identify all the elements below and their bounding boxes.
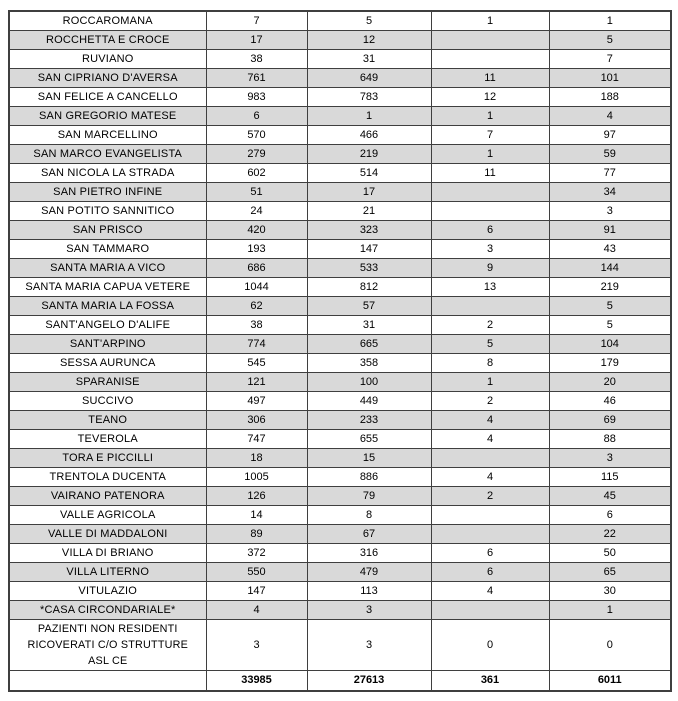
value-cell: 2 xyxy=(431,487,549,506)
table-row xyxy=(9,107,671,126)
value-cell: 69 xyxy=(549,411,671,430)
totals-value-cell: 27613 xyxy=(307,671,431,692)
table-row xyxy=(9,50,671,69)
value-cell: 6 xyxy=(431,221,549,240)
value-cell: 18 xyxy=(206,449,307,468)
municipality-name-cell: ROCCAROMANA xyxy=(9,11,206,31)
value-cell: 65 xyxy=(549,563,671,582)
table-row xyxy=(9,297,671,316)
value-cell xyxy=(431,50,549,69)
value-cell: 77 xyxy=(549,164,671,183)
value-cell: 306 xyxy=(206,411,307,430)
value-cell: 886 xyxy=(307,468,431,487)
value-cell: 812 xyxy=(307,278,431,297)
value-cell: 1005 xyxy=(206,468,307,487)
table-row xyxy=(9,183,671,202)
municipality-name-cell: SANTA MARIA A VICO xyxy=(9,259,206,278)
value-cell xyxy=(431,202,549,221)
municipality-name-cell: TRENTOLA DUCENTA xyxy=(9,468,206,487)
value-cell: 193 xyxy=(206,240,307,259)
table-row xyxy=(9,145,671,164)
value-cell: 514 xyxy=(307,164,431,183)
value-cell: 602 xyxy=(206,164,307,183)
value-cell: 4 xyxy=(206,601,307,620)
municipality-name-cell: SAN PRISCO xyxy=(9,221,206,240)
value-cell: 545 xyxy=(206,354,307,373)
value-cell: 3 xyxy=(307,601,431,620)
municipality-name-cell: SESSA AURUNCA xyxy=(9,354,206,373)
value-cell: 38 xyxy=(206,50,307,69)
table-row xyxy=(9,31,671,50)
table-row xyxy=(9,126,671,145)
value-cell: 2 xyxy=(431,392,549,411)
table-row xyxy=(9,354,671,373)
value-cell: 7 xyxy=(431,126,549,145)
value-cell xyxy=(431,601,549,620)
value-cell: 97 xyxy=(549,126,671,145)
value-cell: 4 xyxy=(549,107,671,126)
value-cell: 219 xyxy=(307,145,431,164)
value-cell: 144 xyxy=(549,259,671,278)
municipality-name-cell: *CASA CIRCONDARIALE* xyxy=(9,601,206,620)
value-cell: 1 xyxy=(431,11,549,31)
municipality-name-cell: TEVEROLA xyxy=(9,430,206,449)
value-cell: 449 xyxy=(307,392,431,411)
table-row xyxy=(9,392,671,411)
value-cell: 570 xyxy=(206,126,307,145)
value-cell: 38 xyxy=(206,316,307,335)
value-cell: 12 xyxy=(307,31,431,50)
value-cell xyxy=(431,183,549,202)
table-row xyxy=(9,487,671,506)
value-cell: 1 xyxy=(549,11,671,31)
value-cell: 983 xyxy=(206,88,307,107)
value-cell: 4 xyxy=(431,430,549,449)
municipality-name-cell: ROCCHETTA E CROCE xyxy=(9,31,206,50)
table-row xyxy=(9,221,671,240)
value-cell: 3 xyxy=(549,202,671,221)
value-cell: 62 xyxy=(206,297,307,316)
value-cell: 57 xyxy=(307,297,431,316)
table-row xyxy=(9,11,671,31)
value-cell: 12 xyxy=(431,88,549,107)
value-cell: 1 xyxy=(431,145,549,164)
value-cell: 31 xyxy=(307,316,431,335)
totals-value-cell: 6011 xyxy=(549,671,671,692)
value-cell: 79 xyxy=(307,487,431,506)
value-cell: 17 xyxy=(206,31,307,50)
value-cell: 1 xyxy=(307,107,431,126)
value-cell: 50 xyxy=(549,544,671,563)
value-cell xyxy=(431,506,549,525)
value-cell: 1044 xyxy=(206,278,307,297)
value-cell: 233 xyxy=(307,411,431,430)
value-cell: 17 xyxy=(307,183,431,202)
municipality-name-cell: VILLA LITERNO xyxy=(9,563,206,582)
municipality-name-cell: SAN MARCELLINO xyxy=(9,126,206,145)
value-cell: 7 xyxy=(206,11,307,31)
table-row xyxy=(9,202,671,221)
value-cell: 3 xyxy=(307,620,431,671)
value-cell: 5 xyxy=(307,11,431,31)
value-cell: 8 xyxy=(307,506,431,525)
value-cell: 479 xyxy=(307,563,431,582)
totals-value-cell: 361 xyxy=(431,671,549,692)
value-cell: 3 xyxy=(431,240,549,259)
value-cell: 358 xyxy=(307,354,431,373)
table-row xyxy=(9,563,671,582)
value-cell xyxy=(431,449,549,468)
totals-label-cell xyxy=(9,671,206,692)
value-cell: 88 xyxy=(549,430,671,449)
municipality-name-cell: RUVIANO xyxy=(9,50,206,69)
municipality-name-cell: SAN POTITO SANNITICO xyxy=(9,202,206,221)
value-cell: 6 xyxy=(549,506,671,525)
municipality-name-cell: TEANO xyxy=(9,411,206,430)
municipality-name-cell: TORA E PICCILLI xyxy=(9,449,206,468)
value-cell: 147 xyxy=(206,582,307,601)
table-row xyxy=(9,430,671,449)
value-cell: 4 xyxy=(431,411,549,430)
value-cell: 1 xyxy=(549,601,671,620)
value-cell: 13 xyxy=(431,278,549,297)
value-cell: 420 xyxy=(206,221,307,240)
municipality-name-cell: SAN FELICE A CANCELLO xyxy=(9,88,206,107)
value-cell: 3 xyxy=(549,449,671,468)
value-cell: 323 xyxy=(307,221,431,240)
municipality-name-cell: VITULAZIO xyxy=(9,582,206,601)
value-cell xyxy=(431,31,549,50)
table-row xyxy=(9,620,671,671)
value-cell: 279 xyxy=(206,145,307,164)
municipality-name-cell: SPARANISE xyxy=(9,373,206,392)
value-cell xyxy=(431,297,549,316)
value-cell: 115 xyxy=(549,468,671,487)
table-row xyxy=(9,69,671,88)
municipality-name-cell: SANT'ARPINO xyxy=(9,335,206,354)
totals-value-cell: 33985 xyxy=(206,671,307,692)
table-row xyxy=(9,335,671,354)
value-cell: 45 xyxy=(549,487,671,506)
value-cell: 34 xyxy=(549,183,671,202)
value-cell: 2 xyxy=(431,316,549,335)
value-cell: 1 xyxy=(431,373,549,392)
value-cell: 4 xyxy=(431,468,549,487)
value-cell: 6 xyxy=(206,107,307,126)
municipalities-data-table xyxy=(8,10,672,692)
value-cell: 188 xyxy=(549,88,671,107)
value-cell: 67 xyxy=(307,525,431,544)
table-row xyxy=(9,316,671,335)
municipality-name-cell: SAN PIETRO INFINE xyxy=(9,183,206,202)
value-cell: 4 xyxy=(431,582,549,601)
table-row xyxy=(9,240,671,259)
table-row xyxy=(9,468,671,487)
value-cell: 14 xyxy=(206,506,307,525)
value-cell: 6 xyxy=(431,563,549,582)
value-cell: 113 xyxy=(307,582,431,601)
table-row xyxy=(9,88,671,107)
value-cell: 219 xyxy=(549,278,671,297)
value-cell: 121 xyxy=(206,373,307,392)
value-cell: 550 xyxy=(206,563,307,582)
value-cell: 466 xyxy=(307,126,431,145)
value-cell: 11 xyxy=(431,164,549,183)
municipality-name-cell: SAN CIPRIANO D'AVERSA xyxy=(9,69,206,88)
municipality-name-cell: SANTA MARIA CAPUA VETERE xyxy=(9,278,206,297)
value-cell: 372 xyxy=(206,544,307,563)
table-row xyxy=(9,525,671,544)
value-cell: 5 xyxy=(549,31,671,50)
value-cell: 649 xyxy=(307,69,431,88)
value-cell: 43 xyxy=(549,240,671,259)
table-row xyxy=(9,373,671,392)
totals-row xyxy=(9,671,671,692)
table-row xyxy=(9,601,671,620)
value-cell: 89 xyxy=(206,525,307,544)
value-cell: 497 xyxy=(206,392,307,411)
value-cell: 3 xyxy=(206,620,307,671)
municipality-name-cell: SANT'ANGELO D'ALIFE xyxy=(9,316,206,335)
municipality-name-cell: VALLE AGRICOLA xyxy=(9,506,206,525)
value-cell: 0 xyxy=(431,620,549,671)
value-cell: 31 xyxy=(307,50,431,69)
value-cell: 59 xyxy=(549,145,671,164)
value-cell: 8 xyxy=(431,354,549,373)
value-cell: 747 xyxy=(206,430,307,449)
value-cell: 15 xyxy=(307,449,431,468)
value-cell: 100 xyxy=(307,373,431,392)
municipality-name-cell: VALLE DI MADDALONI xyxy=(9,525,206,544)
municipality-name-cell: SUCCIVO xyxy=(9,392,206,411)
value-cell: 9 xyxy=(431,259,549,278)
table-row xyxy=(9,449,671,468)
table-row xyxy=(9,582,671,601)
value-cell: 665 xyxy=(307,335,431,354)
municipality-name-cell: VAIRANO PATENORA xyxy=(9,487,206,506)
value-cell: 5 xyxy=(549,297,671,316)
table-body xyxy=(9,11,671,691)
municipality-name-cell: SAN TAMMARO xyxy=(9,240,206,259)
value-cell: 686 xyxy=(206,259,307,278)
municipality-name-cell: SANTA MARIA LA FOSSA xyxy=(9,297,206,316)
value-cell: 316 xyxy=(307,544,431,563)
value-cell: 0 xyxy=(549,620,671,671)
value-cell: 147 xyxy=(307,240,431,259)
table-row xyxy=(9,411,671,430)
value-cell: 46 xyxy=(549,392,671,411)
value-cell: 51 xyxy=(206,183,307,202)
municipality-name-cell: VILLA DI BRIANO xyxy=(9,544,206,563)
value-cell: 21 xyxy=(307,202,431,221)
table-row xyxy=(9,164,671,183)
value-cell: 30 xyxy=(549,582,671,601)
value-cell: 655 xyxy=(307,430,431,449)
value-cell: 5 xyxy=(431,335,549,354)
table-row xyxy=(9,544,671,563)
value-cell: 126 xyxy=(206,487,307,506)
value-cell: 6 xyxy=(431,544,549,563)
value-cell: 774 xyxy=(206,335,307,354)
value-cell: 20 xyxy=(549,373,671,392)
value-cell: 5 xyxy=(549,316,671,335)
value-cell: 22 xyxy=(549,525,671,544)
value-cell: 533 xyxy=(307,259,431,278)
value-cell: 91 xyxy=(549,221,671,240)
value-cell: 11 xyxy=(431,69,549,88)
table-row xyxy=(9,259,671,278)
municipality-name-cell: SAN GREGORIO MATESE xyxy=(9,107,206,126)
municipality-name-cell: PAZIENTI NON RESIDENTI RICOVERATI C/O STRUTTURE ASL CE xyxy=(9,620,206,671)
value-cell: 1 xyxy=(431,107,549,126)
value-cell: 7 xyxy=(549,50,671,69)
value-cell: 104 xyxy=(549,335,671,354)
table-row xyxy=(9,278,671,297)
table-row xyxy=(9,506,671,525)
municipality-name-cell: SAN MARCO EVANGELISTA xyxy=(9,145,206,164)
value-cell xyxy=(431,525,549,544)
value-cell: 179 xyxy=(549,354,671,373)
value-cell: 761 xyxy=(206,69,307,88)
value-cell: 101 xyxy=(549,69,671,88)
municipality-name-cell: SAN NICOLA LA STRADA xyxy=(9,164,206,183)
value-cell: 783 xyxy=(307,88,431,107)
value-cell: 24 xyxy=(206,202,307,221)
